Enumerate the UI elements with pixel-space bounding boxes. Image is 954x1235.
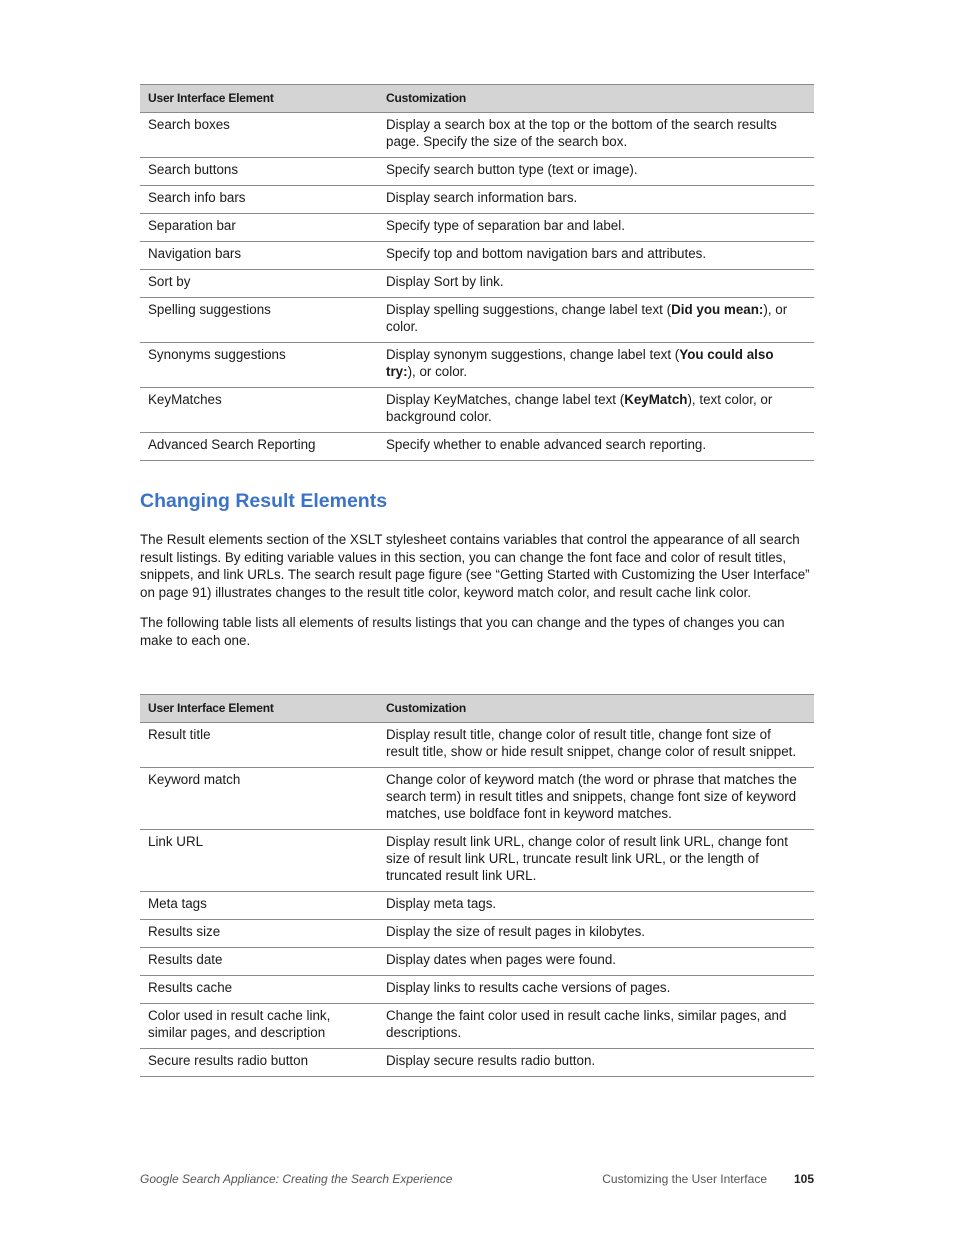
element-name-cell: Separation bar <box>140 214 378 242</box>
element-name-cell: Search info bars <box>140 186 378 214</box>
footer-chapter: Customizing the User Interface <box>602 1172 767 1186</box>
ui-elements-table-body <box>140 113 814 461</box>
customization-cell <box>378 298 814 343</box>
element-name-cell: KeyMatches <box>140 388 378 433</box>
customization-cell: Display dates when pages were found. <box>378 948 814 976</box>
table-row <box>140 1004 814 1049</box>
element-name-cell: Results size <box>140 920 378 948</box>
customization-cell: Display search information bars. <box>378 186 814 214</box>
element-name-cell: Advanced Search Reporting <box>140 433 378 461</box>
table-row <box>140 242 814 270</box>
table-row <box>140 158 814 186</box>
table-row <box>140 343 814 388</box>
column-header-element: User Interface Element <box>140 695 378 723</box>
elements-table-2-wrapper <box>140 694 814 1077</box>
element-name-cell: Result title <box>140 723 378 768</box>
customization-cell: Display result title, change color of result title, change font size of result title, show or hide result snippet, change color of result snippet. <box>378 723 814 768</box>
element-name-cell: Link URL <box>140 830 378 892</box>
table-row <box>140 298 814 343</box>
customization-cell: Specify search button type (text or image). <box>378 158 814 186</box>
element-name-cell: Search buttons <box>140 158 378 186</box>
element-name-cell: Search boxes <box>140 113 378 158</box>
table-row <box>140 270 814 298</box>
element-name-cell: Results date <box>140 948 378 976</box>
element-name-cell: Color used in result cache link, similar pages, and description <box>140 1004 378 1049</box>
element-name-cell: Meta tags <box>140 892 378 920</box>
customization-text: Display KeyMatches, change label text ( <box>386 392 625 407</box>
element-name-cell: Sort by <box>140 270 378 298</box>
column-header-customization: Customization <box>378 85 814 113</box>
customization-text: Display spelling suggestions, change label text ( <box>386 302 672 317</box>
element-name-cell: Navigation bars <box>140 242 378 270</box>
customization-cell <box>378 388 814 433</box>
table-row <box>140 433 814 461</box>
table-row <box>140 388 814 433</box>
customization-cell: Display meta tags. <box>378 892 814 920</box>
customization-cell: Change the faint color used in result cache links, similar pages, and descriptions. <box>378 1004 814 1049</box>
customization-cell: Display a search box at the top or the bottom of the search results page. Specify the size of the search box. <box>378 113 814 158</box>
table-row <box>140 723 814 768</box>
section-body <box>140 531 814 649</box>
paragraph-intro: The Result elements section of the XSLT stylesheet contains variables that control the appearance of all search result listings. By editing variable values in this section, you can change the font face and color of result titles, snippets, and link URLs. The search result page figure (see “Getting Started with Customizing the User Interface” on page 91) illustrates changes to the result title color, keyword match color, and result cache link color. <box>140 532 810 600</box>
customization-cell: Display Sort by link. <box>378 270 814 298</box>
paragraph-table-lead: The following table lists all elements of results listings that you can change and the types of changes you can make to each one. <box>140 615 785 648</box>
customization-cell: Display the size of result pages in kilobytes. <box>378 920 814 948</box>
customization-cell: Display result link URL, change color of result link URL, change font size of result link URL, truncate result link URL, or the length of truncated result link URL. <box>378 830 814 892</box>
result-elements-table <box>140 694 814 1077</box>
table-row <box>140 214 814 242</box>
footer-doc-title: Google Search Appliance: Creating the Search Experience <box>140 1172 453 1186</box>
column-header-element: User Interface Element <box>140 85 378 113</box>
element-name-cell: Keyword match <box>140 768 378 830</box>
customization-cell: Display secure results radio button. <box>378 1049 814 1077</box>
ui-elements-table <box>140 84 814 461</box>
table-row <box>140 830 814 892</box>
customization-cell: Display links to results cache versions of pages. <box>378 976 814 1004</box>
customization-text: ), text color, or background color. <box>386 392 773 424</box>
element-name-cell: Spelling suggestions <box>140 298 378 343</box>
table-row <box>140 186 814 214</box>
column-header-customization: Customization <box>378 695 814 723</box>
customization-text: ), or color. <box>386 302 788 334</box>
table-row <box>140 976 814 1004</box>
customization-cell: Specify type of separation bar and label. <box>378 214 814 242</box>
page-number: 105 <box>793 1172 814 1186</box>
result-elements-table-body <box>140 723 814 1077</box>
customization-cell: Specify whether to enable advanced search reporting. <box>378 433 814 461</box>
table-row <box>140 948 814 976</box>
customization-text: ), or color. <box>407 364 468 379</box>
label-text-bold: You could also try: <box>386 347 774 379</box>
table-row <box>140 768 814 830</box>
table-row <box>140 892 814 920</box>
table-row <box>140 113 814 158</box>
customization-cell <box>378 343 814 388</box>
table-row <box>140 920 814 948</box>
table-row <box>140 1049 814 1077</box>
label-text-bold: KeyMatch <box>624 392 688 407</box>
table-header-row <box>140 85 814 113</box>
element-name-cell: Secure results radio button <box>140 1049 378 1077</box>
elements-table-1-wrapper <box>140 84 814 461</box>
element-name-cell: Synonyms suggestions <box>140 343 378 388</box>
table-header-row <box>140 695 814 723</box>
customization-text: Display synonym suggestions, change label text ( <box>386 347 680 362</box>
section-heading: Changing Result Elements <box>140 490 388 512</box>
label-text-bold: Did you mean: <box>671 302 764 317</box>
customization-cell: Specify top and bottom navigation bars and attributes. <box>378 242 814 270</box>
customization-cell: Change color of keyword match (the word or phrase that matches the search term) in result titles and snippets, change font size of keyword matches, use boldface font in keyword matches. <box>378 768 814 830</box>
element-name-cell: Results cache <box>140 976 378 1004</box>
